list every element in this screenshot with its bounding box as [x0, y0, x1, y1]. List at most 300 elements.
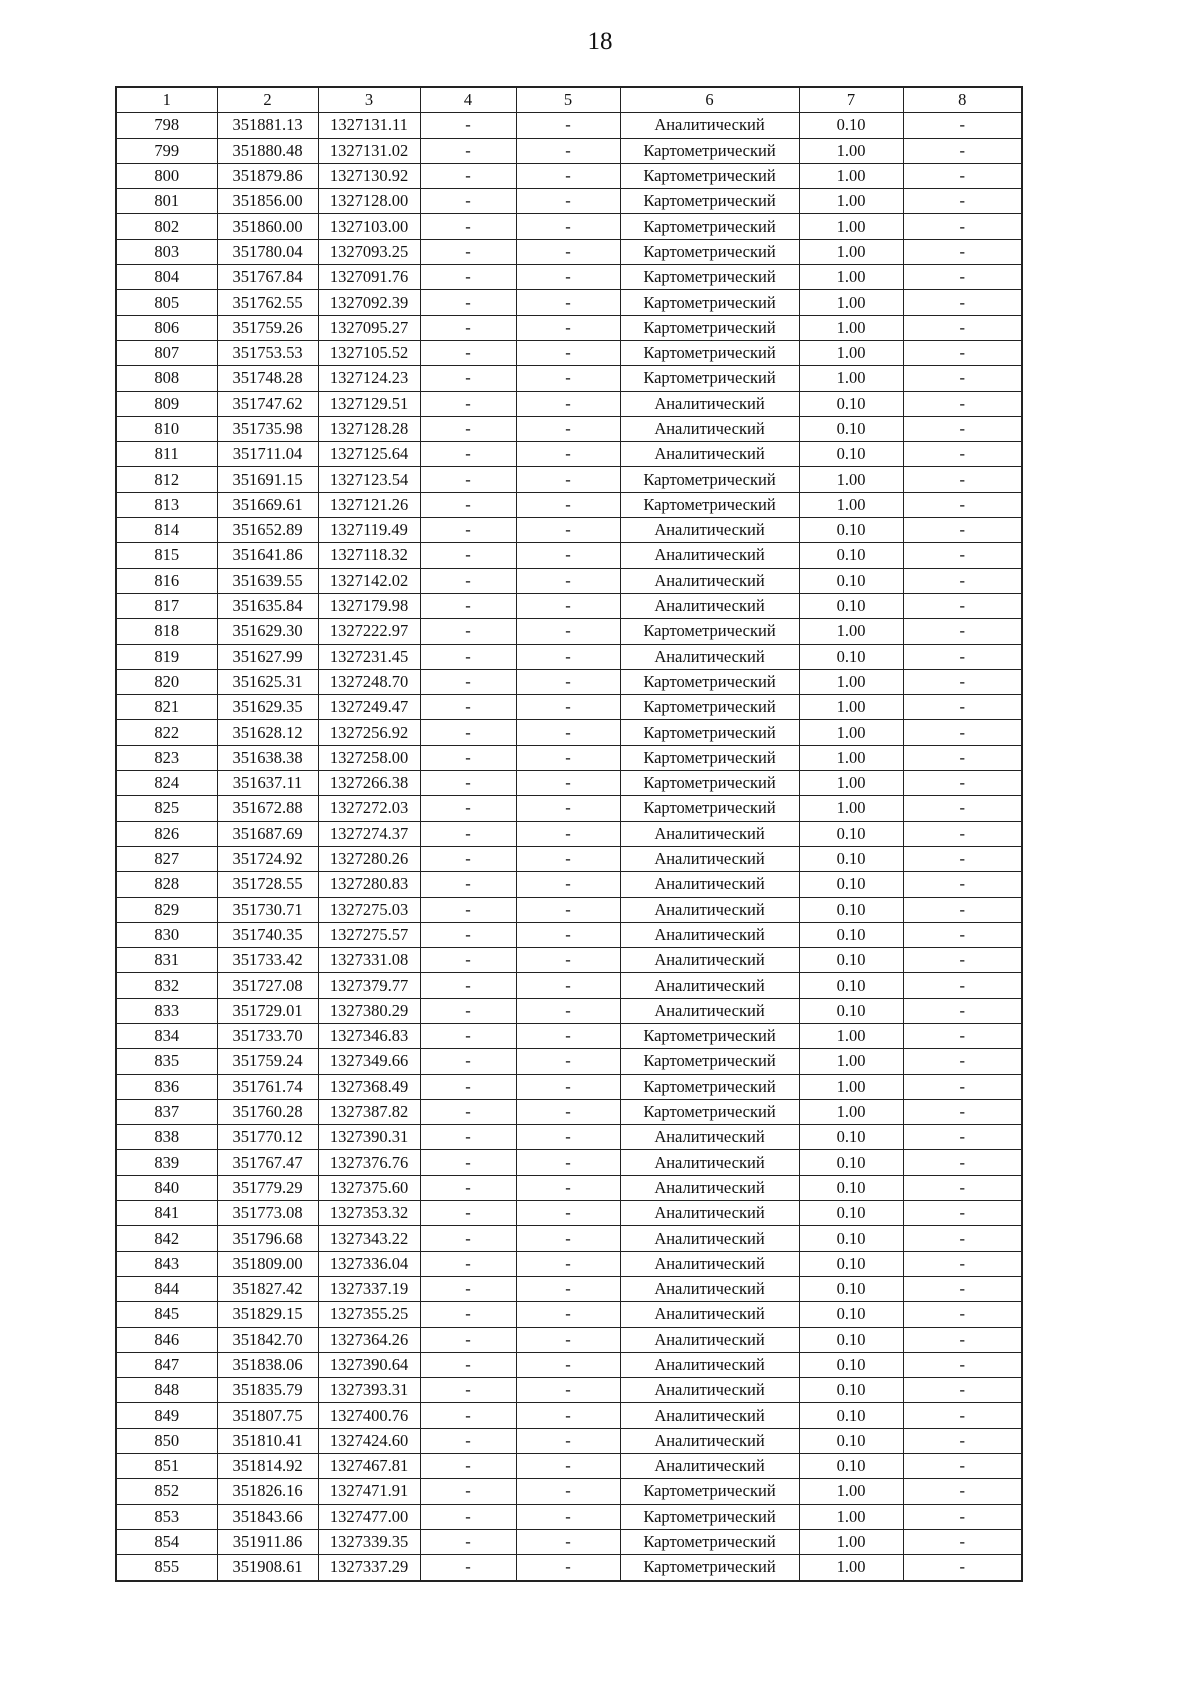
cell-col-5: - [516, 1504, 620, 1529]
table-row [116, 1099, 1022, 1124]
cell-col-8: - [903, 897, 1022, 922]
cell-y-coordinate: 1327131.11 [318, 113, 420, 138]
cell-col-8: - [903, 846, 1022, 871]
table-row [116, 467, 1022, 492]
cell-col-8: - [903, 1175, 1022, 1200]
cell-col-5: - [516, 846, 620, 871]
cell-col-4: - [420, 846, 516, 871]
table-header-row [116, 87, 1022, 113]
cell-col-4: - [420, 1125, 516, 1150]
cell-accuracy: 1.00 [799, 163, 903, 188]
cell-method: Картометрический [620, 695, 799, 720]
cell-point-number: 812 [116, 467, 217, 492]
cell-x-coordinate: 351724.92 [217, 846, 318, 871]
cell-point-number: 801 [116, 189, 217, 214]
table-row [116, 290, 1022, 315]
cell-accuracy: 0.10 [799, 543, 903, 568]
cell-method: Картометрический [620, 1074, 799, 1099]
cell-col-8: - [903, 568, 1022, 593]
cell-point-number: 827 [116, 846, 217, 871]
cell-accuracy: 1.00 [799, 1074, 903, 1099]
cell-col-5: - [516, 265, 620, 290]
cell-method: Картометрический [620, 366, 799, 391]
cell-method: Аналитический [620, 1428, 799, 1453]
table-row [116, 163, 1022, 188]
cell-x-coordinate: 351809.00 [217, 1251, 318, 1276]
cell-x-coordinate: 351796.68 [217, 1226, 318, 1251]
cell-col-8: - [903, 973, 1022, 998]
cell-x-coordinate: 351843.66 [217, 1504, 318, 1529]
cell-col-8: - [903, 669, 1022, 694]
cell-x-coordinate: 351638.38 [217, 745, 318, 770]
cell-col-5: - [516, 669, 620, 694]
table-row [116, 1276, 1022, 1301]
column-header-1: 1 [116, 87, 217, 113]
cell-col-8: - [903, 720, 1022, 745]
cell-col-4: - [420, 1479, 516, 1504]
cell-point-number: 852 [116, 1479, 217, 1504]
cell-accuracy: 0.10 [799, 821, 903, 846]
cell-point-number: 821 [116, 695, 217, 720]
cell-x-coordinate: 351639.55 [217, 568, 318, 593]
table-row [116, 1302, 1022, 1327]
cell-method: Аналитический [620, 897, 799, 922]
cell-accuracy: 0.10 [799, 644, 903, 669]
cell-col-5: - [516, 1226, 620, 1251]
cell-method: Аналитический [620, 1251, 799, 1276]
column-header-5: 5 [516, 87, 620, 113]
cell-point-number: 802 [116, 214, 217, 239]
cell-method: Картометрический [620, 1529, 799, 1554]
cell-col-4: - [420, 239, 516, 264]
cell-col-8: - [903, 619, 1022, 644]
cell-col-8: - [903, 1150, 1022, 1175]
cell-x-coordinate: 351760.28 [217, 1099, 318, 1124]
cell-col-5: - [516, 1276, 620, 1301]
cell-method: Картометрический [620, 340, 799, 365]
cell-x-coordinate: 351629.35 [217, 695, 318, 720]
cell-col-8: - [903, 1251, 1022, 1276]
cell-col-4: - [420, 467, 516, 492]
table-row [116, 922, 1022, 947]
cell-point-number: 810 [116, 416, 217, 441]
cell-col-5: - [516, 1150, 620, 1175]
cell-x-coordinate: 351733.42 [217, 948, 318, 973]
cell-method: Аналитический [620, 1327, 799, 1352]
column-header-4: 4 [420, 87, 516, 113]
cell-y-coordinate: 1327123.54 [318, 467, 420, 492]
cell-col-8: - [903, 1302, 1022, 1327]
cell-method: Аналитический [620, 1125, 799, 1150]
cell-accuracy: 1.00 [799, 239, 903, 264]
cell-method: Аналитический [620, 1201, 799, 1226]
cell-accuracy: 0.10 [799, 1175, 903, 1200]
table-row [116, 1251, 1022, 1276]
cell-col-4: - [420, 340, 516, 365]
cell-col-8: - [903, 442, 1022, 467]
cell-point-number: 840 [116, 1175, 217, 1200]
cell-y-coordinate: 1327364.26 [318, 1327, 420, 1352]
cell-y-coordinate: 1327467.81 [318, 1454, 420, 1479]
cell-col-8: - [903, 593, 1022, 618]
table-row [116, 265, 1022, 290]
cell-col-8: - [903, 1428, 1022, 1453]
cell-method: Аналитический [620, 568, 799, 593]
cell-col-5: - [516, 1428, 620, 1453]
cell-x-coordinate: 351779.29 [217, 1175, 318, 1200]
table-row [116, 1327, 1022, 1352]
cell-col-8: - [903, 214, 1022, 239]
table-row [116, 846, 1022, 871]
cell-y-coordinate: 1327131.02 [318, 138, 420, 163]
cell-col-4: - [420, 1023, 516, 1048]
cell-col-8: - [903, 113, 1022, 138]
cell-method: Картометрический [620, 1099, 799, 1124]
cell-col-8: - [903, 315, 1022, 340]
cell-col-5: - [516, 543, 620, 568]
cell-point-number: 850 [116, 1428, 217, 1453]
cell-method: Аналитический [620, 846, 799, 871]
cell-method: Аналитический [620, 872, 799, 897]
cell-point-number: 830 [116, 922, 217, 947]
cell-col-4: - [420, 1302, 516, 1327]
cell-method: Аналитический [620, 113, 799, 138]
cell-accuracy: 0.10 [799, 1327, 903, 1352]
cell-x-coordinate: 351641.86 [217, 543, 318, 568]
cell-accuracy: 0.10 [799, 973, 903, 998]
cell-y-coordinate: 1327092.39 [318, 290, 420, 315]
cell-y-coordinate: 1327249.47 [318, 695, 420, 720]
cell-col-4: - [420, 998, 516, 1023]
cell-method: Аналитический [620, 1454, 799, 1479]
cell-col-4: - [420, 796, 516, 821]
cell-col-4: - [420, 189, 516, 214]
cell-method: Аналитический [620, 922, 799, 947]
cell-point-number: 846 [116, 1327, 217, 1352]
cell-method: Картометрический [620, 138, 799, 163]
cell-method: Картометрический [620, 492, 799, 517]
cell-accuracy: 0.10 [799, 1302, 903, 1327]
cell-col-5: - [516, 720, 620, 745]
cell-col-4: - [420, 315, 516, 340]
cell-point-number: 806 [116, 315, 217, 340]
cell-col-5: - [516, 214, 620, 239]
cell-accuracy: 0.10 [799, 1403, 903, 1428]
cell-col-8: - [903, 1099, 1022, 1124]
cell-col-8: - [903, 391, 1022, 416]
cell-col-5: - [516, 695, 620, 720]
cell-col-5: - [516, 1555, 620, 1581]
cell-col-5: - [516, 163, 620, 188]
cell-col-5: - [516, 340, 620, 365]
table-row [116, 543, 1022, 568]
cell-point-number: 836 [116, 1074, 217, 1099]
table-row [116, 1454, 1022, 1479]
cell-point-number: 814 [116, 518, 217, 543]
cell-y-coordinate: 1327339.35 [318, 1529, 420, 1554]
cell-col-5: - [516, 1049, 620, 1074]
table-row [116, 1378, 1022, 1403]
cell-method: Аналитический [620, 998, 799, 1023]
cell-point-number: 829 [116, 897, 217, 922]
cell-col-8: - [903, 1226, 1022, 1251]
cell-accuracy: 1.00 [799, 189, 903, 214]
coordinates-table [115, 86, 1023, 1582]
cell-col-4: - [420, 695, 516, 720]
cell-method: Картометрический [620, 1023, 799, 1048]
cell-method: Картометрический [620, 467, 799, 492]
cell-point-number: 854 [116, 1529, 217, 1554]
cell-accuracy: 1.00 [799, 340, 903, 365]
cell-x-coordinate: 351625.31 [217, 669, 318, 694]
cell-point-number: 843 [116, 1251, 217, 1276]
table-row [116, 1226, 1022, 1251]
cell-y-coordinate: 1327103.00 [318, 214, 420, 239]
table-row [116, 1201, 1022, 1226]
cell-y-coordinate: 1327337.29 [318, 1555, 420, 1581]
cell-point-number: 820 [116, 669, 217, 694]
cell-col-5: - [516, 948, 620, 973]
cell-col-8: - [903, 265, 1022, 290]
cell-accuracy: 1.00 [799, 366, 903, 391]
cell-accuracy: 0.10 [799, 1378, 903, 1403]
cell-point-number: 847 [116, 1352, 217, 1377]
cell-x-coordinate: 351856.00 [217, 189, 318, 214]
cell-col-8: - [903, 745, 1022, 770]
cell-col-4: - [420, 543, 516, 568]
cell-col-4: - [420, 1099, 516, 1124]
cell-method: Картометрический [620, 315, 799, 340]
cell-accuracy: 0.10 [799, 1150, 903, 1175]
cell-col-8: - [903, 467, 1022, 492]
table-row [116, 138, 1022, 163]
table-row [116, 1074, 1022, 1099]
cell-col-8: - [903, 1403, 1022, 1428]
cell-point-number: 855 [116, 1555, 217, 1581]
table-row [116, 897, 1022, 922]
cell-col-5: - [516, 1529, 620, 1554]
cell-y-coordinate: 1327125.64 [318, 442, 420, 467]
cell-x-coordinate: 351908.61 [217, 1555, 318, 1581]
cell-x-coordinate: 351652.89 [217, 518, 318, 543]
cell-accuracy: 0.10 [799, 897, 903, 922]
cell-col-8: - [903, 1201, 1022, 1226]
cell-col-5: - [516, 290, 620, 315]
cell-accuracy: 1.00 [799, 315, 903, 340]
cell-y-coordinate: 1327093.25 [318, 239, 420, 264]
cell-x-coordinate: 351637.11 [217, 771, 318, 796]
cell-col-5: - [516, 922, 620, 947]
table-row [116, 340, 1022, 365]
cell-accuracy: 0.10 [799, 948, 903, 973]
cell-y-coordinate: 1327258.00 [318, 745, 420, 770]
cell-col-5: - [516, 1023, 620, 1048]
cell-method: Картометрический [620, 771, 799, 796]
cell-col-8: - [903, 239, 1022, 264]
cell-x-coordinate: 351879.86 [217, 163, 318, 188]
cell-col-4: - [420, 619, 516, 644]
cell-col-4: - [420, 416, 516, 441]
cell-col-5: - [516, 1201, 620, 1226]
cell-accuracy: 0.10 [799, 518, 903, 543]
column-header-7: 7 [799, 87, 903, 113]
cell-col-4: - [420, 442, 516, 467]
cell-x-coordinate: 351735.98 [217, 416, 318, 441]
cell-col-4: - [420, 1201, 516, 1226]
cell-point-number: 844 [116, 1276, 217, 1301]
cell-accuracy: 1.00 [799, 796, 903, 821]
cell-accuracy: 1.00 [799, 1479, 903, 1504]
table-row [116, 695, 1022, 720]
table-row [116, 1125, 1022, 1150]
cell-y-coordinate: 1327353.32 [318, 1201, 420, 1226]
cell-col-8: - [903, 1504, 1022, 1529]
cell-accuracy: 0.10 [799, 391, 903, 416]
cell-method: Аналитический [620, 1276, 799, 1301]
cell-accuracy: 0.10 [799, 872, 903, 897]
cell-method: Картометрический [620, 265, 799, 290]
cell-accuracy: 1.00 [799, 720, 903, 745]
cell-x-coordinate: 351711.04 [217, 442, 318, 467]
cell-point-number: 841 [116, 1201, 217, 1226]
cell-x-coordinate: 351860.00 [217, 214, 318, 239]
cell-point-number: 808 [116, 366, 217, 391]
cell-y-coordinate: 1327128.00 [318, 189, 420, 214]
cell-y-coordinate: 1327375.60 [318, 1175, 420, 1200]
cell-point-number: 803 [116, 239, 217, 264]
cell-col-8: - [903, 998, 1022, 1023]
cell-col-5: - [516, 1378, 620, 1403]
table-row [116, 644, 1022, 669]
cell-accuracy: 0.10 [799, 113, 903, 138]
cell-method: Картометрический [620, 1555, 799, 1581]
cell-accuracy: 1.00 [799, 492, 903, 517]
column-header-6: 6 [620, 87, 799, 113]
cell-point-number: 834 [116, 1023, 217, 1048]
cell-method: Аналитический [620, 518, 799, 543]
cell-col-4: - [420, 113, 516, 138]
cell-point-number: 831 [116, 948, 217, 973]
table-row [116, 1150, 1022, 1175]
cell-col-8: - [903, 163, 1022, 188]
table-row [116, 442, 1022, 467]
cell-col-4: - [420, 366, 516, 391]
cell-point-number: 823 [116, 745, 217, 770]
cell-accuracy: 0.10 [799, 922, 903, 947]
cell-x-coordinate: 351627.99 [217, 644, 318, 669]
cell-x-coordinate: 351747.62 [217, 391, 318, 416]
cell-method: Аналитический [620, 644, 799, 669]
cell-y-coordinate: 1327387.82 [318, 1099, 420, 1124]
cell-x-coordinate: 351669.61 [217, 492, 318, 517]
cell-x-coordinate: 351842.70 [217, 1327, 318, 1352]
table-row [116, 391, 1022, 416]
table-row [116, 1529, 1022, 1554]
cell-x-coordinate: 351762.55 [217, 290, 318, 315]
cell-col-8: - [903, 1125, 1022, 1150]
cell-y-coordinate: 1327393.31 [318, 1378, 420, 1403]
cell-col-8: - [903, 1378, 1022, 1403]
cell-col-5: - [516, 1403, 620, 1428]
cell-y-coordinate: 1327343.22 [318, 1226, 420, 1251]
cell-col-4: - [420, 568, 516, 593]
cell-x-coordinate: 351838.06 [217, 1352, 318, 1377]
cell-col-4: - [420, 1226, 516, 1251]
cell-col-4: - [420, 922, 516, 947]
cell-y-coordinate: 1327091.76 [318, 265, 420, 290]
cell-col-4: - [420, 138, 516, 163]
table-row [116, 416, 1022, 441]
cell-accuracy: 1.00 [799, 1023, 903, 1048]
cell-col-5: - [516, 239, 620, 264]
cell-col-8: - [903, 872, 1022, 897]
cell-point-number: 837 [116, 1099, 217, 1124]
cell-col-5: - [516, 1479, 620, 1504]
cell-x-coordinate: 351687.69 [217, 821, 318, 846]
table-body [116, 113, 1022, 1581]
cell-point-number: 817 [116, 593, 217, 618]
cell-col-8: - [903, 1074, 1022, 1099]
cell-point-number: 833 [116, 998, 217, 1023]
cell-col-4: - [420, 1555, 516, 1581]
cell-col-5: - [516, 366, 620, 391]
table-row [116, 315, 1022, 340]
cell-point-number: 825 [116, 796, 217, 821]
cell-col-5: - [516, 1327, 620, 1352]
cell-method: Аналитический [620, 1302, 799, 1327]
cell-point-number: 819 [116, 644, 217, 669]
cell-col-4: - [420, 1327, 516, 1352]
cell-point-number: 807 [116, 340, 217, 365]
table-row [116, 189, 1022, 214]
cell-col-8: - [903, 1276, 1022, 1301]
cell-method: Аналитический [620, 1175, 799, 1200]
cell-point-number: 842 [116, 1226, 217, 1251]
cell-point-number: 811 [116, 442, 217, 467]
cell-y-coordinate: 1327376.76 [318, 1150, 420, 1175]
table-row [116, 1352, 1022, 1377]
cell-y-coordinate: 1327471.91 [318, 1479, 420, 1504]
table-row [116, 998, 1022, 1023]
cell-x-coordinate: 351748.28 [217, 366, 318, 391]
cell-x-coordinate: 351827.42 [217, 1276, 318, 1301]
cell-point-number: 822 [116, 720, 217, 745]
cell-y-coordinate: 1327380.29 [318, 998, 420, 1023]
cell-y-coordinate: 1327390.64 [318, 1352, 420, 1377]
table-row [116, 771, 1022, 796]
cell-point-number: 853 [116, 1504, 217, 1529]
column-header-3: 3 [318, 87, 420, 113]
cell-accuracy: 0.10 [799, 593, 903, 618]
cell-y-coordinate: 1327118.32 [318, 543, 420, 568]
table-row [116, 1504, 1022, 1529]
cell-y-coordinate: 1327248.70 [318, 669, 420, 694]
cell-col-5: - [516, 593, 620, 618]
cell-method: Аналитический [620, 1378, 799, 1403]
table-row [116, 821, 1022, 846]
table-row [116, 1479, 1022, 1504]
cell-col-8: - [903, 1555, 1022, 1581]
cell-method: Картометрический [620, 189, 799, 214]
cell-accuracy: 0.10 [799, 1276, 903, 1301]
cell-y-coordinate: 1327128.28 [318, 416, 420, 441]
cell-col-4: - [420, 593, 516, 618]
cell-y-coordinate: 1327379.77 [318, 973, 420, 998]
cell-x-coordinate: 351672.88 [217, 796, 318, 821]
cell-col-5: - [516, 113, 620, 138]
cell-y-coordinate: 1327424.60 [318, 1428, 420, 1453]
cell-point-number: 799 [116, 138, 217, 163]
